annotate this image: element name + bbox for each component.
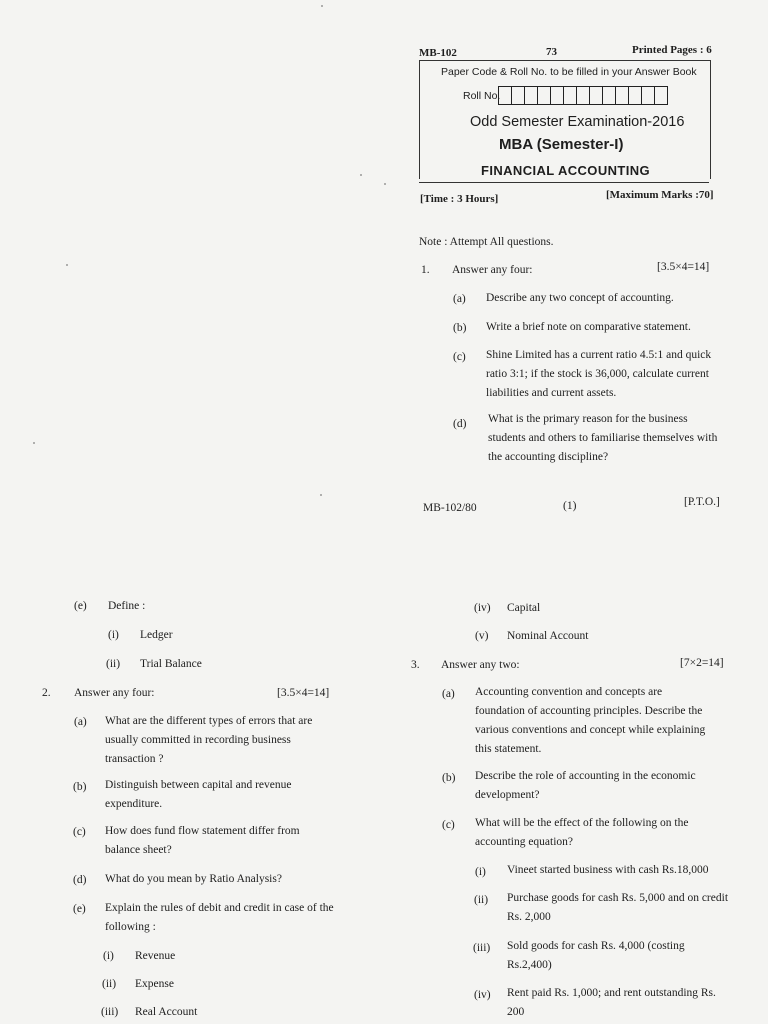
paper-code: MB-102 [419, 47, 457, 59]
q2-part-c-text: How does fund flow statement differ from balance sheet? [105, 825, 300, 856]
q3c-item-i-text: Vineet started business with cash Rs.18,000 [507, 864, 709, 876]
q2-part-a-text: What are the different types of errors that are usually committed in recording business transaction ? [105, 715, 313, 765]
q1-part-a-text: Describe any two concept of accounting. [486, 292, 674, 304]
subject-title: FINANCIAL ACCOUNTING [481, 163, 651, 178]
q1e-text: Define : [108, 600, 146, 612]
q3c-item-iv-label: (iv) [474, 989, 491, 1001]
q3-part-a-label: (a) [442, 688, 455, 700]
q2-marks: [3.5×4=14] [277, 687, 330, 699]
scan-speck [320, 494, 322, 496]
q3-part-c-text: What will be the effect of the following on the accounting equation? [475, 817, 689, 848]
q2e-item-iv-label: (iv) [474, 602, 491, 614]
q3-marks: [7×2=14] [680, 657, 724, 669]
q2-part-e-label: (e) [73, 903, 86, 915]
roll-no-boxes[interactable] [498, 86, 668, 105]
q3c-item-i-label: (i) [475, 866, 486, 878]
q2e-item-v-text: Nominal Account [507, 630, 589, 642]
q1-part-b-label: (b) [453, 322, 467, 334]
q2e-item-iii-label: (iii) [101, 1006, 119, 1018]
q2-part-d-text: What do you mean by Ratio Analysis? [105, 873, 282, 885]
header-box-bottom-rule [419, 182, 709, 183]
q2e-item-i-text: Revenue [135, 950, 176, 962]
q1-part-b-text: Write a brief note on comparative statement. [486, 321, 691, 333]
q1-part-c-label: (c) [453, 351, 466, 363]
q2-part-c-label: (c) [73, 826, 86, 838]
q1e-item-ii-label: (ii) [106, 658, 121, 670]
time-allowed: [Time : 3 Hours] [420, 193, 499, 205]
q2-part-e-text: Explain the rules of debit and credit in case of the following : [105, 902, 334, 933]
exam-title: Odd Semester Examination-2016 [470, 114, 685, 130]
q2e-item-ii-label: (ii) [102, 978, 117, 990]
scan-speck [33, 442, 35, 444]
q2-number: 2. [42, 687, 51, 699]
q2e-item-v-label: (v) [475, 630, 489, 642]
q1e-item-ii-text: Trial Balance [140, 658, 202, 670]
q2-part-a-label: (a) [74, 716, 87, 728]
q3c-item-ii-label: (ii) [474, 894, 489, 906]
q3-part-a-text: Accounting convention and concepts are foundation of accounting principles. Describe the various conventions and concept while explaining this statement. [475, 686, 706, 755]
q3c-item-iv-text: Rent paid Rs. 1,000; and rent outstanding Rs. 200 [507, 987, 716, 1018]
q2e-item-iii-text: Real Account [135, 1006, 198, 1018]
q1-number: 1. [421, 264, 430, 276]
q1e-item-i-text: Ledger [140, 629, 173, 641]
box-instruction: Paper Code & Roll No. to be filled in your Answer Book [441, 66, 697, 78]
q1e-item-i-label: (i) [108, 629, 119, 641]
footer-paper-code: MB-102/80 [423, 502, 477, 514]
q3-part-b-label: (b) [442, 772, 456, 784]
q2-prompt: Answer any four: [74, 687, 155, 699]
footer-pto: [P.T.O.] [684, 496, 720, 508]
q2-part-d-label: (d) [73, 874, 87, 886]
q3-part-c-label: (c) [442, 819, 455, 831]
q3-part-b-text: Describe the role of accounting in the economic development? [475, 770, 696, 801]
q2e-item-iv-text: Capital [507, 602, 541, 614]
q1-part-a-label: (a) [453, 293, 466, 305]
q1e-label: (e) [74, 600, 87, 612]
q2e-item-ii-text: Expense [135, 978, 174, 990]
note-instruction: Note : Attempt All questions. [419, 236, 554, 248]
scan-speck [360, 174, 362, 176]
footer-page-number: (1) [563, 500, 577, 512]
printed-pages: Printed Pages : 6 [632, 44, 712, 56]
q1-marks: [3.5×4=14] [657, 261, 710, 273]
q2e-item-i-label: (i) [103, 950, 114, 962]
q3c-item-ii-text: Purchase goods for cash Rs. 5,000 and on credit Rs. 2,000 [507, 892, 729, 923]
q2-part-b-text: Distinguish between capital and revenue expenditure. [105, 779, 292, 810]
roll-no-label: Roll No. [463, 90, 501, 102]
scan-speck [384, 183, 386, 185]
q1-prompt: Answer any four: [452, 264, 533, 276]
q1-part-d-text: What is the primary reason for the business students and others to familiarise themselves with the accounting discipline? [488, 413, 718, 463]
q2-part-b-label: (b) [73, 781, 87, 793]
q3-prompt: Answer any two: [441, 659, 520, 671]
maximum-marks: [Maximum Marks :70] [606, 189, 714, 201]
center-number: 73 [546, 46, 557, 58]
q1-part-c-text: Shine Limited has a current ratio 4.5:1 and quick ratio 3:1; if the stock is 36,000, calculate current liabilities and current assets. [486, 349, 712, 399]
q3c-item-iii-label: (iii) [473, 942, 491, 954]
scan-speck [66, 264, 68, 266]
scan-speck [321, 5, 323, 7]
q3-number: 3. [411, 659, 420, 671]
q1-part-d-label: (d) [453, 418, 467, 430]
program-title: MBA (Semester-I) [499, 136, 624, 153]
q3c-item-iii-text: Sold goods for cash Rs. 4,000 (costing Rs.2,400) [507, 940, 685, 971]
